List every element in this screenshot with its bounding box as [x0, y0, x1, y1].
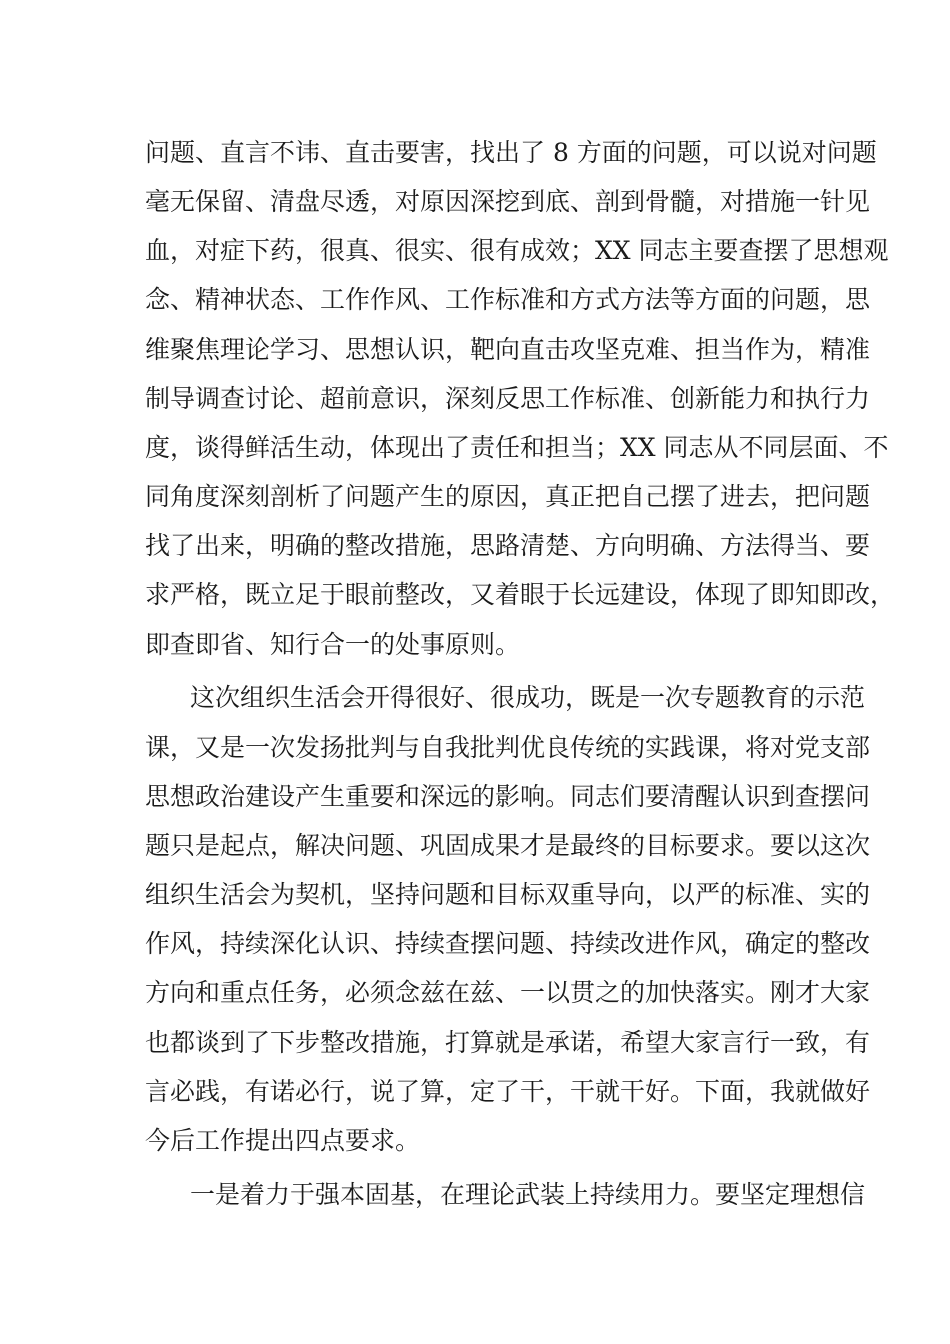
text-line: 问题、直言不讳、直击要害，找出了 8 方面的问题，可以说对问题: [145, 138, 877, 167]
text-line: 即查即省、知行合一的处事原则。: [145, 630, 521, 659]
text-line: 念、精神状态、工作作风、工作标准和方式方法等方面的问题，思: [145, 285, 871, 314]
text-line: 血，对症下药，很真、很实、很有成效；XX 同志主要查摆了思想观: [145, 236, 889, 265]
text-line: 组织生活会为契机，坚持问题和目标双重导向，以严的标准、实的: [145, 880, 871, 909]
text-line: 也都谈到了下步整改措施，打算就是承诺，希望大家言行一致，有: [145, 1028, 871, 1057]
text-line: 思想政治建设产生重要和深远的影响。同志们要清醒认识到查摆问: [145, 782, 871, 811]
text-line: 同角度深刻剖析了问题产生的原因，真正把自己摆了进去，把问题: [145, 482, 871, 511]
text-line: 题只是起点，解决问题、巩固成果才是最终的目标要求。要以这次: [145, 831, 871, 860]
text-line: 找了出来，明确的整改措施，思路清楚、方向明确、方法得当、要: [145, 531, 871, 560]
text-line: 维聚焦理论学习、思想认识，靶向直击攻坚克难、担当作为，精准: [145, 335, 871, 364]
text-line: 今后工作提出四点要求。: [145, 1126, 421, 1155]
text-line: 这次组织生活会开得很好、很成功，既是一次专题教育的示范: [190, 683, 866, 712]
text-line: 求严格，既立足于眼前整改，又着眼于长远建设，体现了即知即改，: [145, 580, 896, 609]
text-line: 课，又是一次发扬批判与自我批判优良传统的实践课，将对党支部: [145, 733, 871, 762]
text-line: 言必践，有诺必行，说了算，定了干，干就干好。下面，我就做好: [145, 1077, 871, 1106]
text-line: 制导调查讨论、超前意识，深刻反思工作标准、创新能力和执行力: [145, 384, 871, 413]
text-line: 毫无保留、清盘尽透，对原因深挖到底、剖到骨髓，对措施一针见: [145, 187, 871, 216]
text-line: 一是着力于强本固基，在理论武装上持续用力。要坚定理想信: [190, 1180, 866, 1209]
text-line: 作风，持续深化认识、持续查摆问题、持续改进作风，确定的整改: [145, 929, 871, 958]
text-line: 度，谈得鲜活生动，体现出了责任和担当；XX 同志从不同层面、不: [145, 433, 889, 462]
text-line: 方向和重点任务，必须念兹在兹、一以贯之的加快落实。刚才大家: [145, 978, 871, 1007]
